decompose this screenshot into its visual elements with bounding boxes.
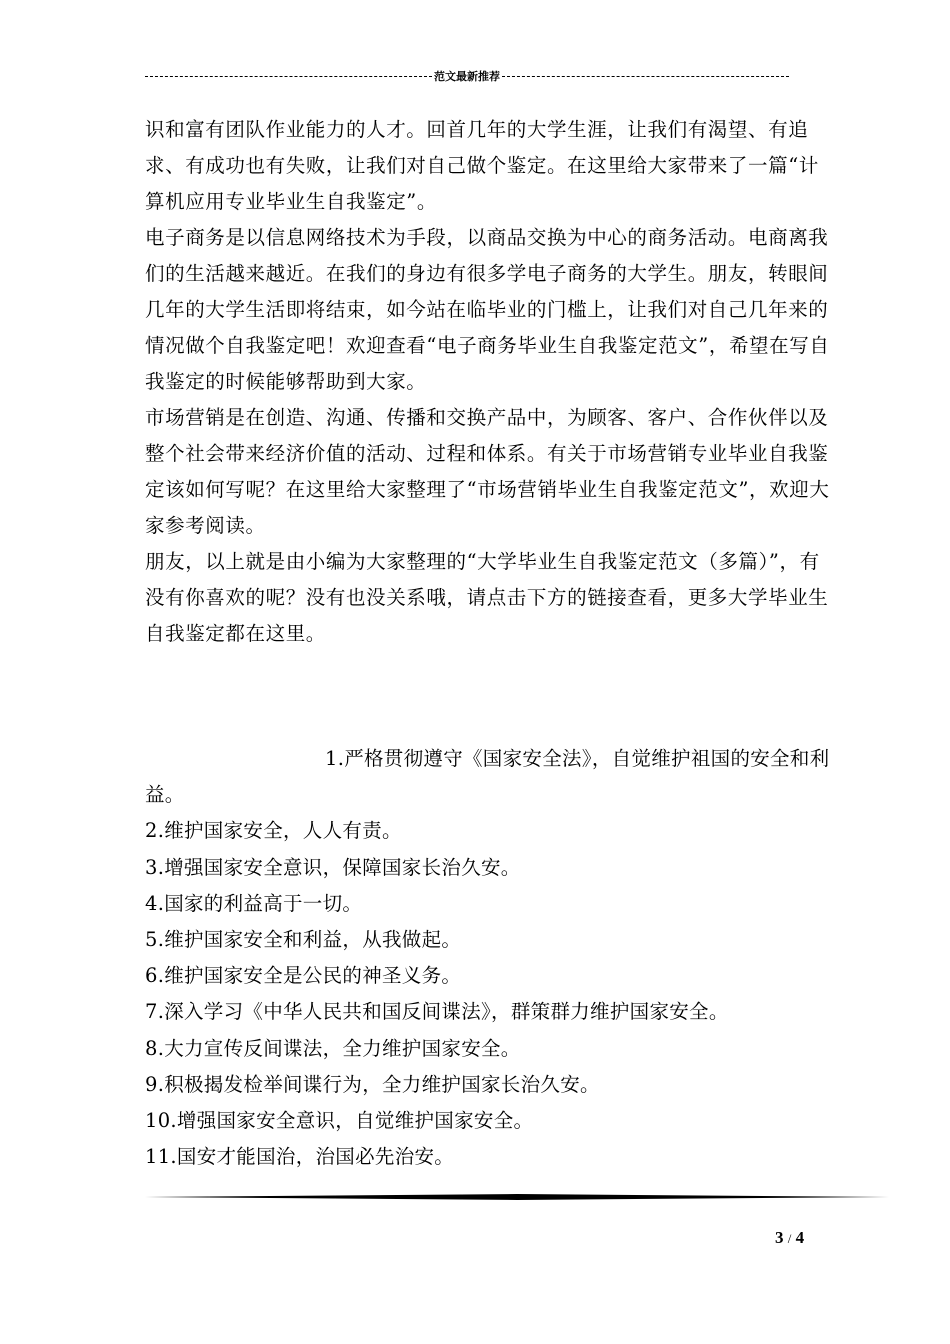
body-text	[145, 112, 835, 652]
slogan-item: 11.国安才能国治，治国必先治安。	[145, 1145, 455, 1169]
slogan-item: 9.积极揭发检举间谍行为，全力维护国家长治久安。	[145, 1072, 600, 1096]
paragraph: 市场营销是在创造、沟通、传播和交换产品中，为顾客、客户、合作伙伴以及整个社会带来经济价值的活动、过程和体系。有关于市场营销专业毕业自我鉴定该如何写呢？在这里给大家整理了“市场营销毕业生自我鉴定范文”，欢迎大家参考阅读。	[145, 406, 830, 537]
slogan-list	[145, 741, 835, 1175]
slogan-item: 4.国家的利益高于一切。	[145, 891, 363, 915]
slogan-item: 5.维护国家安全和利益，从我做起。	[145, 928, 462, 952]
slogan-item: 8.大力宣传反间谍法，全力维护国家安全。	[145, 1036, 521, 1060]
page-header	[145, 68, 789, 84]
slogan-item: 7.深入学习《中华人民共和国反间谍法》，群策群力维护国家安全。	[145, 1000, 729, 1024]
slogan-item: 1.严格贯彻遵守《国家安全法》，自觉维护祖国的安全和利益。	[145, 747, 830, 807]
page-current: 3	[775, 1228, 784, 1247]
page-separator: /	[787, 1231, 792, 1246]
header-dash-right	[502, 76, 789, 77]
paragraph: 电子商务是以信息网络技术为手段，以商品交换为中心的商务活动。电商离我们的生活越来越近。在我们的身边有很多学电子商务的大学生。朋友，转眼间几年的大学生活即将结束，如今站在临毕业的门槛上，让我们对自己几年来的情况做个自我鉴定吧！欢迎查看“电子商务毕业生自我鉴定范文”，希望在写自我鉴定的时候能够帮助到大家。	[145, 226, 830, 393]
slogan-item: 3.增强国家安全意识，保障国家长治久安。	[145, 855, 521, 879]
header-title: 范文最新推荐	[434, 71, 500, 83]
page-number	[775, 1228, 804, 1248]
paragraph: 识和富有团队作业能力的人才。回首几年的大学生涯，让我们有渴望、有追求、有成功也有失败，让我们对自己做个鉴定。在这里给大家带来了一篇“计算机应用专业毕业生自我鉴定”。	[145, 118, 819, 213]
slogan-item: 10.增强国家安全意识，自觉维护国家安全。	[145, 1109, 534, 1133]
page-total: 4	[795, 1228, 805, 1247]
paragraph: 朋友，以上就是由小编为大家整理的“大学毕业生自我鉴定范文（多篇）”，有没有你喜欢的呢？没有也没关系哦，请点击下方的链接查看，更多大学毕业生自我鉴定都在这里。	[145, 550, 829, 645]
slogan-item: 2.维护国家安全，人人有责。	[145, 819, 402, 843]
footer-divider	[145, 1194, 889, 1200]
header-dash-left	[145, 76, 432, 77]
slogan-item: 6.维护国家安全是公民的神圣义务。	[145, 964, 462, 988]
